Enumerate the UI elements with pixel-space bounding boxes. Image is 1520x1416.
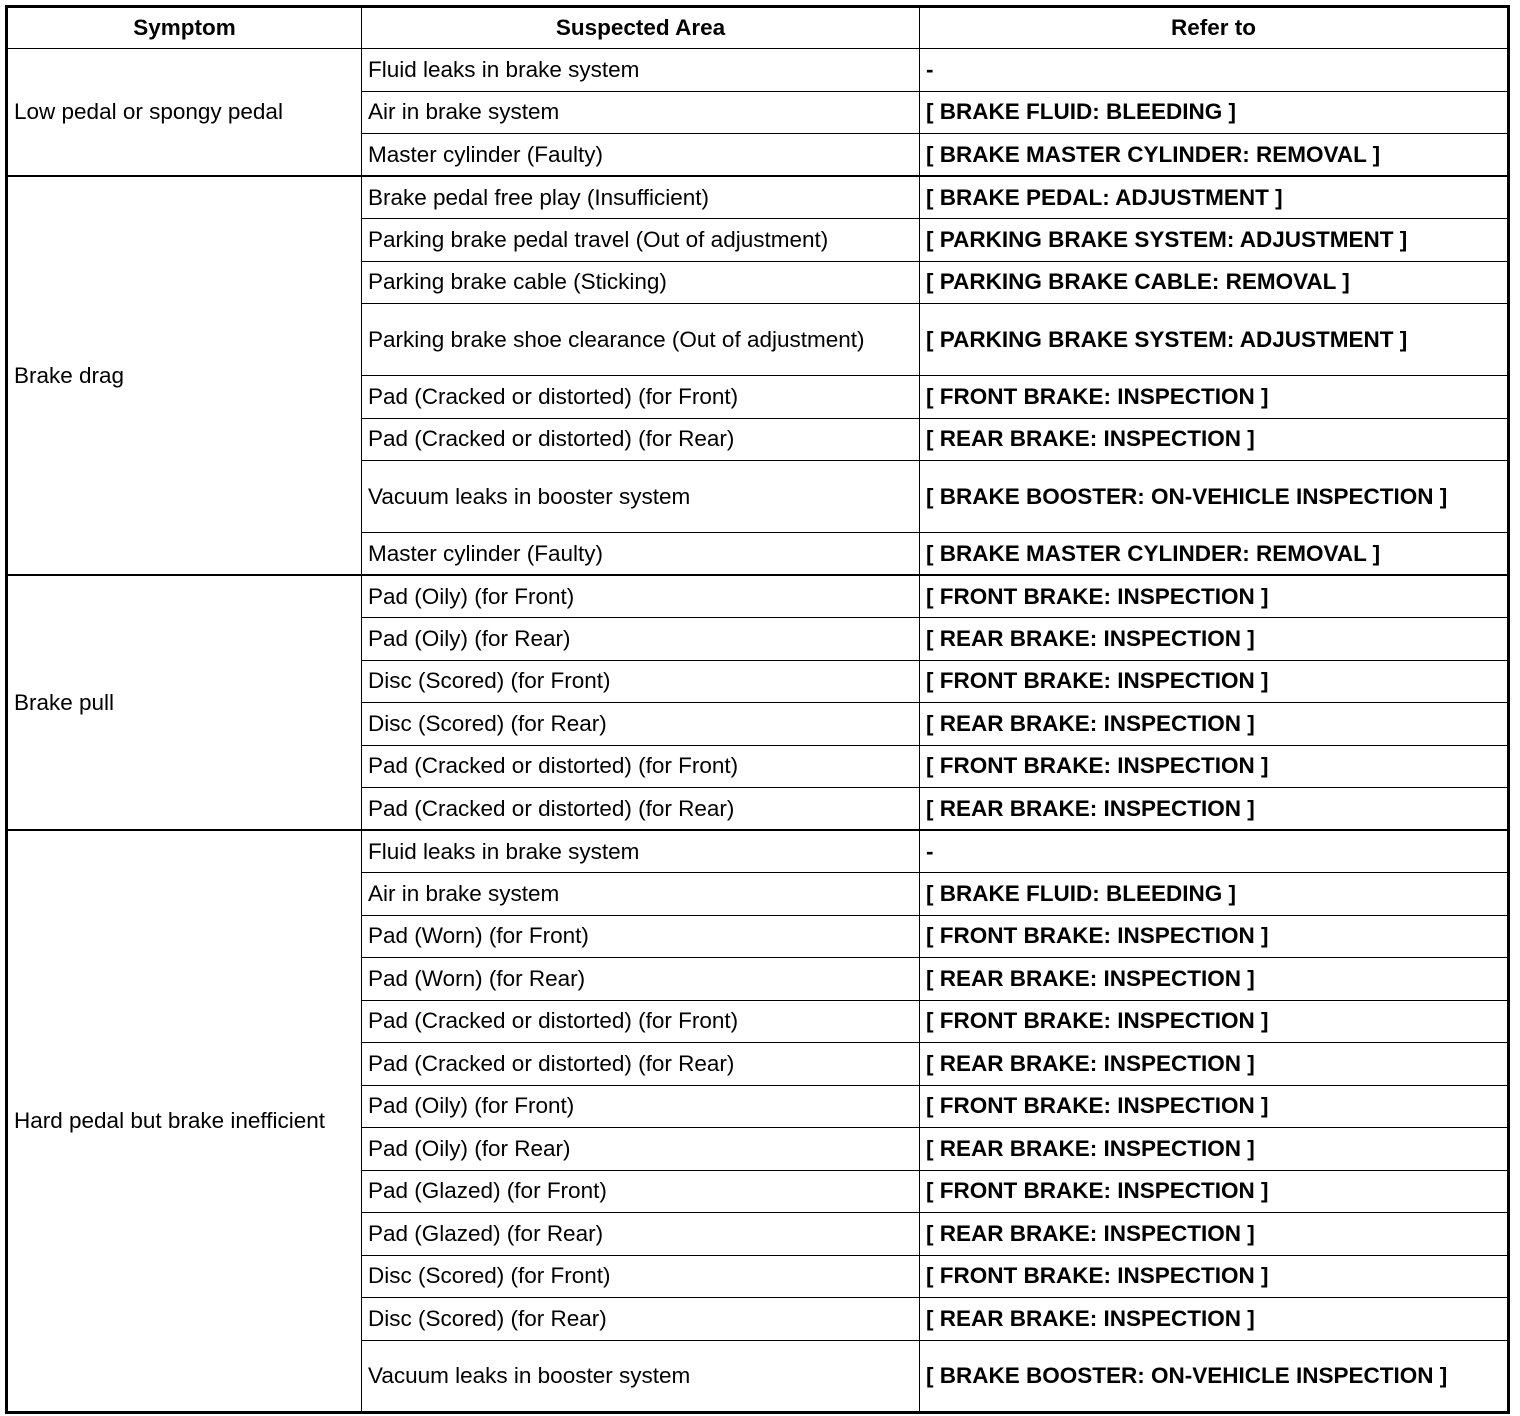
refer-to-link[interactable]: [ FRONT BRAKE: INSPECTION ] bbox=[920, 1255, 1509, 1298]
suspected-area-cell: Master cylinder (Faulty) bbox=[362, 134, 920, 177]
suspected-area-cell: Vacuum leaks in booster system bbox=[362, 1340, 920, 1412]
symptom-cell: Brake drag bbox=[7, 176, 362, 575]
table-row bbox=[7, 176, 1509, 219]
refer-to-link[interactable]: [ REAR BRAKE: INSPECTION ] bbox=[920, 958, 1509, 1001]
refer-to-link[interactable]: [ REAR BRAKE: INSPECTION ] bbox=[920, 703, 1509, 746]
suspected-area-cell: Air in brake system bbox=[362, 873, 920, 916]
suspected-area-cell: Pad (Oily) (for Front) bbox=[362, 575, 920, 618]
table-header-row bbox=[7, 7, 1509, 49]
refer-to-cell: - bbox=[920, 49, 1509, 92]
suspected-area-cell: Pad (Cracked or distorted) (for Rear) bbox=[362, 1043, 920, 1086]
refer-to-link[interactable]: [ FRONT BRAKE: INSPECTION ] bbox=[920, 1170, 1509, 1213]
suspected-area-cell: Parking brake pedal travel (Out of adjustment) bbox=[362, 219, 920, 262]
refer-to-link[interactable]: [ FRONT BRAKE: INSPECTION ] bbox=[920, 745, 1509, 788]
suspected-area-cell: Pad (Cracked or distorted) (for Rear) bbox=[362, 418, 920, 461]
suspected-area-cell: Pad (Glazed) (for Rear) bbox=[362, 1213, 920, 1256]
table-row bbox=[7, 830, 1509, 873]
symptom-cell: Hard pedal but brake inefficient bbox=[7, 830, 362, 1412]
refer-to-link[interactable]: [ BRAKE MASTER CYLINDER: REMOVAL ] bbox=[920, 533, 1509, 576]
refer-to-link[interactable]: [ BRAKE MASTER CYLINDER: REMOVAL ] bbox=[920, 134, 1509, 177]
suspected-area-cell: Disc (Scored) (for Front) bbox=[362, 660, 920, 703]
refer-to-link[interactable]: [ REAR BRAKE: INSPECTION ] bbox=[920, 788, 1509, 831]
suspected-area-cell: Air in brake system bbox=[362, 91, 920, 134]
refer-to-link[interactable]: [ PARKING BRAKE CABLE: REMOVAL ] bbox=[920, 261, 1509, 304]
suspected-area-cell: Pad (Worn) (for Rear) bbox=[362, 958, 920, 1001]
refer-to-link[interactable]: [ REAR BRAKE: INSPECTION ] bbox=[920, 1213, 1509, 1256]
suspected-area-cell: Pad (Oily) (for Rear) bbox=[362, 618, 920, 661]
suspected-area-cell: Vacuum leaks in booster system bbox=[362, 461, 920, 533]
symptom-cell: Low pedal or spongy pedal bbox=[7, 49, 362, 177]
suspected-area-cell: Disc (Scored) (for Rear) bbox=[362, 1298, 920, 1341]
refer-to-link[interactable]: [ FRONT BRAKE: INSPECTION ] bbox=[920, 1085, 1509, 1128]
header-refer-to: Refer to bbox=[920, 7, 1509, 49]
troubleshooting-sheet bbox=[5, 5, 1507, 1414]
suspected-area-cell: Brake pedal free play (Insufficient) bbox=[362, 176, 920, 219]
refer-to-link[interactable]: [ REAR BRAKE: INSPECTION ] bbox=[920, 1298, 1509, 1341]
suspected-area-cell: Pad (Worn) (for Front) bbox=[362, 915, 920, 958]
troubleshooting-table bbox=[5, 5, 1510, 1414]
refer-to-link[interactable]: [ REAR BRAKE: INSPECTION ] bbox=[920, 1043, 1509, 1086]
refer-to-link[interactable]: [ BRAKE PEDAL: ADJUSTMENT ] bbox=[920, 176, 1509, 219]
refer-to-link[interactable]: [ FRONT BRAKE: INSPECTION ] bbox=[920, 1000, 1509, 1043]
suspected-area-cell: Fluid leaks in brake system bbox=[362, 830, 920, 873]
refer-to-link[interactable]: [ REAR BRAKE: INSPECTION ] bbox=[920, 418, 1509, 461]
suspected-area-cell: Pad (Cracked or distorted) (for Front) bbox=[362, 376, 920, 419]
suspected-area-cell: Fluid leaks in brake system bbox=[362, 49, 920, 92]
refer-to-link[interactable]: [ FRONT BRAKE: INSPECTION ] bbox=[920, 915, 1509, 958]
refer-to-link[interactable]: [ PARKING BRAKE SYSTEM: ADJUSTMENT ] bbox=[920, 304, 1509, 376]
header-suspected-area: Suspected Area bbox=[362, 7, 920, 49]
header-symptom: Symptom bbox=[7, 7, 362, 49]
refer-to-link[interactable]: [ FRONT BRAKE: INSPECTION ] bbox=[920, 660, 1509, 703]
suspected-area-cell: Pad (Cracked or distorted) (for Rear) bbox=[362, 788, 920, 831]
refer-to-link[interactable]: [ BRAKE FLUID: BLEEDING ] bbox=[920, 873, 1509, 916]
suspected-area-cell: Pad (Cracked or distorted) (for Front) bbox=[362, 745, 920, 788]
refer-to-cell: - bbox=[920, 830, 1509, 873]
suspected-area-cell: Disc (Scored) (for Front) bbox=[362, 1255, 920, 1298]
suspected-area-cell: Parking brake shoe clearance (Out of adjustment) bbox=[362, 304, 920, 376]
suspected-area-cell: Pad (Oily) (for Front) bbox=[362, 1085, 920, 1128]
refer-to-link[interactable]: [ REAR BRAKE: INSPECTION ] bbox=[920, 1128, 1509, 1171]
suspected-area-cell: Master cylinder (Faulty) bbox=[362, 533, 920, 576]
suspected-area-cell: Pad (Oily) (for Rear) bbox=[362, 1128, 920, 1171]
table-body bbox=[7, 49, 1509, 1413]
table-row bbox=[7, 49, 1509, 92]
symptom-cell: Brake pull bbox=[7, 575, 362, 830]
suspected-area-cell: Pad (Glazed) (for Front) bbox=[362, 1170, 920, 1213]
suspected-area-cell: Disc (Scored) (for Rear) bbox=[362, 703, 920, 746]
suspected-area-cell: Pad (Cracked or distorted) (for Front) bbox=[362, 1000, 920, 1043]
refer-to-link[interactable]: [ FRONT BRAKE: INSPECTION ] bbox=[920, 575, 1509, 618]
table-row bbox=[7, 575, 1509, 618]
suspected-area-cell: Parking brake cable (Sticking) bbox=[362, 261, 920, 304]
refer-to-link[interactable]: [ BRAKE BOOSTER: ON-VEHICLE INSPECTION ] bbox=[920, 1340, 1509, 1412]
refer-to-link[interactable]: [ FRONT BRAKE: INSPECTION ] bbox=[920, 376, 1509, 419]
refer-to-link[interactable]: [ PARKING BRAKE SYSTEM: ADJUSTMENT ] bbox=[920, 219, 1509, 262]
refer-to-link[interactable]: [ BRAKE BOOSTER: ON-VEHICLE INSPECTION ] bbox=[920, 461, 1509, 533]
refer-to-link[interactable]: [ REAR BRAKE: INSPECTION ] bbox=[920, 618, 1509, 661]
refer-to-link[interactable]: [ BRAKE FLUID: BLEEDING ] bbox=[920, 91, 1509, 134]
